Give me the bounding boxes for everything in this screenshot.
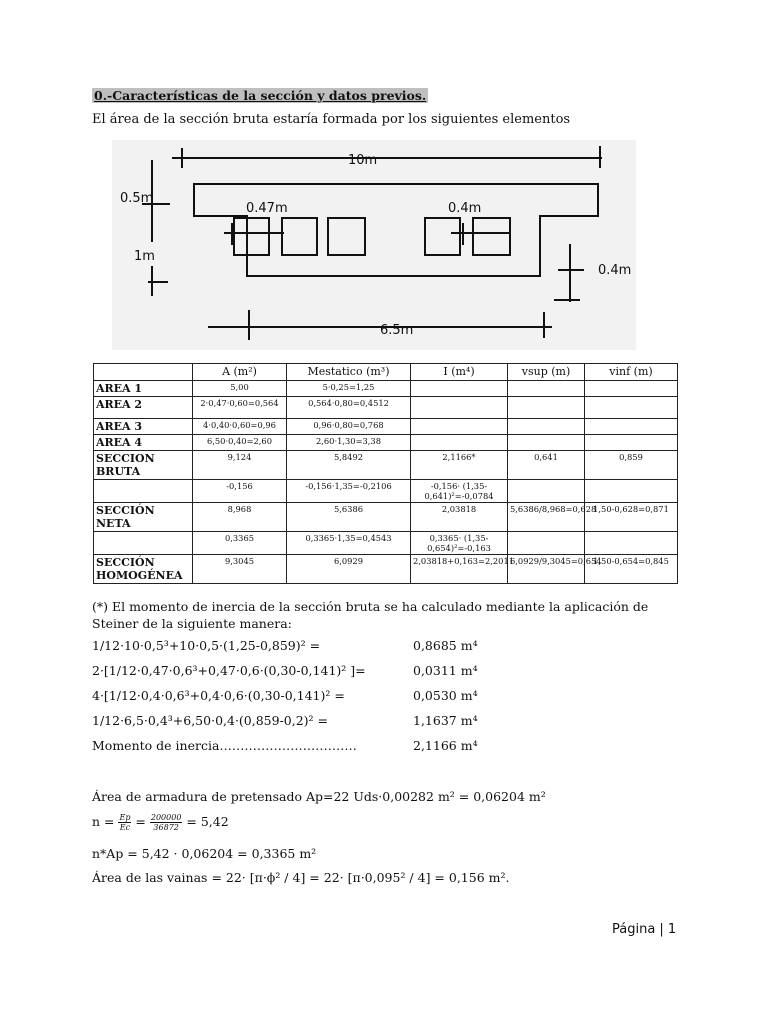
equation-expr: Momento de inercia…………………………… — [92, 738, 357, 753]
table-cell: -0,156 — [193, 480, 287, 503]
table-row — [94, 503, 678, 532]
table-cell: -0,156· (1,35-0,641)²=-0,0784 — [411, 480, 508, 503]
label-left-mid: 1m — [134, 249, 155, 264]
table-cell — [585, 419, 678, 435]
table-row — [94, 532, 678, 555]
cross-section-drawing — [112, 140, 636, 350]
table-cell: 4·0,40·0,60=0,96 — [193, 419, 287, 435]
table-cell — [411, 435, 508, 451]
ep-ec-fraction — [118, 813, 131, 832]
table-header: I (m⁴) — [411, 364, 508, 381]
table-cell: 5,8492 — [287, 451, 411, 480]
table-row — [94, 480, 678, 503]
table-cell: 0,3365· (1,35-0,654)²=-0,163 — [411, 532, 508, 555]
table-cell: 1,50-0,654=0,845 — [585, 555, 678, 584]
table-cell: 6,0929 — [287, 555, 411, 584]
equation-result: 1,1637 m⁴ — [413, 713, 478, 728]
table-cell: 6,50·0,40=2,60 — [193, 435, 287, 451]
row-label: AREA 2 — [94, 397, 193, 419]
equation-expr: 2·[1/12·0,47·0,6³+0,47·0,6·(0,30-0,141)² ]= — [92, 663, 366, 678]
table-cell: 9,124 — [193, 451, 287, 480]
table-cell — [585, 532, 678, 555]
n-prefix: n = — [92, 814, 119, 829]
table-header: vsup (m) — [508, 364, 585, 381]
label-left-top: 0.5m — [120, 191, 154, 206]
label-right: 0.4m — [598, 263, 632, 278]
table-cell — [585, 381, 678, 397]
table-cell: 0,96·0,80=0,768 — [287, 419, 411, 435]
equation-expr: 1/12·10·0,5³+10·0,5·(1,25-0,859)² = — [92, 638, 321, 653]
section-heading: 0.-Características de la sección y datos previos. — [94, 88, 427, 103]
table-cell — [585, 480, 678, 503]
equation-result: 2,1166 m⁴ — [413, 738, 478, 753]
table-cell — [508, 532, 585, 555]
equation-expr: 4·[1/12·0,4·0,6³+0,4·0,6·(0,30-0,141)² = — [92, 688, 345, 703]
section-outline — [194, 184, 598, 276]
intro-text: El área de la sección bruta estaría formada por los siguientes elementos — [92, 112, 571, 127]
table-cell: 5,6386/8,968=0,628 — [508, 503, 585, 532]
table-cell — [508, 480, 585, 503]
table-cell: 0,859 — [585, 451, 678, 480]
row-label: SECCIÓN NETA — [94, 503, 193, 532]
label-hole-a: 0.47m — [246, 201, 288, 216]
table-header — [94, 364, 193, 381]
equation-expr: 1/12·6,5·0,4³+6,50·0,4·(0,859-0,2)² = — [92, 713, 329, 728]
table-cell: 5,00 — [193, 381, 287, 397]
row-label — [94, 532, 193, 555]
row-label: SECCION BRUTA — [94, 451, 193, 480]
table-cell: 2,1166* — [411, 451, 508, 480]
table-cell: 2·0,47·0,60=0,564 — [193, 397, 287, 419]
table-cell — [508, 419, 585, 435]
table-cell — [508, 381, 585, 397]
frac-num: 200000 — [150, 813, 182, 822]
table-cell: 8,968 — [193, 503, 287, 532]
frac-num: Ep — [119, 813, 131, 822]
table-cell: 0,3365 — [193, 532, 287, 555]
table-row — [94, 419, 678, 435]
row-label: AREA 1 — [94, 381, 193, 397]
section-properties-table — [93, 363, 678, 584]
n-eq: = — [131, 814, 150, 829]
table-cell — [411, 419, 508, 435]
n-formula — [92, 813, 229, 832]
table-row — [94, 451, 678, 480]
table-cell — [508, 435, 585, 451]
table-header-row — [94, 364, 678, 381]
table-cell — [508, 397, 585, 419]
table-cell: 5,6386 — [287, 503, 411, 532]
label-hole-b: 0.4m — [448, 201, 482, 216]
label-bottom-width: 6.5m — [380, 323, 414, 338]
table-header: vinf (m) — [585, 364, 678, 381]
table-cell: 1,50-0,628=0,871 — [585, 503, 678, 532]
table-cell — [585, 435, 678, 451]
table-cell: 9,3045 — [193, 555, 287, 584]
table-header: Mestatico (m³) — [287, 364, 411, 381]
table-row — [94, 397, 678, 419]
prestressing-area: Área de armadura de pretensado Ap=22 Uds·0,00282 m² = 0,06204 m² — [92, 789, 546, 804]
n-result: = 5,42 — [182, 814, 229, 829]
table-cell: 2,03818+0,163=2,2011 — [411, 555, 508, 584]
table-cell: 2,03818 — [411, 503, 508, 532]
table-cell: 0,3365·1,35=0,4543 — [287, 532, 411, 555]
table-cell: 6,0929/9,3045=0,654 — [508, 555, 585, 584]
table-row — [94, 555, 678, 584]
cross-section-figure — [112, 140, 636, 350]
table-row — [94, 381, 678, 397]
table-cell: 0,564·0,80=0,4512 — [287, 397, 411, 419]
row-label — [94, 480, 193, 503]
duct-area: Área de las vainas = 22· [π·ϕ² / 4] = 22· [π·0,095² / 4] = 0,156 m². — [92, 870, 510, 885]
frac-den: 36872 — [153, 823, 179, 832]
table-cell: 5·0,25=1,25 — [287, 381, 411, 397]
n-ap-product: n*Ap = 5,42 · 0,06204 = 0,3365 m² — [92, 846, 317, 861]
equation-result: 0,0311 m⁴ — [413, 663, 478, 678]
page-footer: Página | 1 — [612, 922, 677, 937]
table-cell: 2,60·1,30=3,38 — [287, 435, 411, 451]
steiner-note: (*) El momento de inercia de la sección bruta se ha calculado mediante la aplicación de Steiner de la siguiente manera: — [92, 599, 649, 631]
label-top-width: 10m — [348, 153, 378, 168]
table-row — [94, 435, 678, 451]
row-label: AREA 4 — [94, 435, 193, 451]
table-cell: 0,641 — [508, 451, 585, 480]
table-cell — [411, 397, 508, 419]
equation-result: 0,0530 m⁴ — [413, 688, 478, 703]
table-header: A (m²) — [193, 364, 287, 381]
modulus-fraction — [150, 813, 183, 832]
equation-result: 0,8685 m⁴ — [413, 638, 478, 653]
table-cell — [411, 381, 508, 397]
row-label: SECCIÓN HOMOGÉNEA — [94, 555, 193, 584]
frac-den: Ec — [119, 823, 131, 832]
table-cell — [585, 397, 678, 419]
row-label: AREA 3 — [94, 419, 193, 435]
table-cell: -0,156·1,35=-0,2106 — [287, 480, 411, 503]
